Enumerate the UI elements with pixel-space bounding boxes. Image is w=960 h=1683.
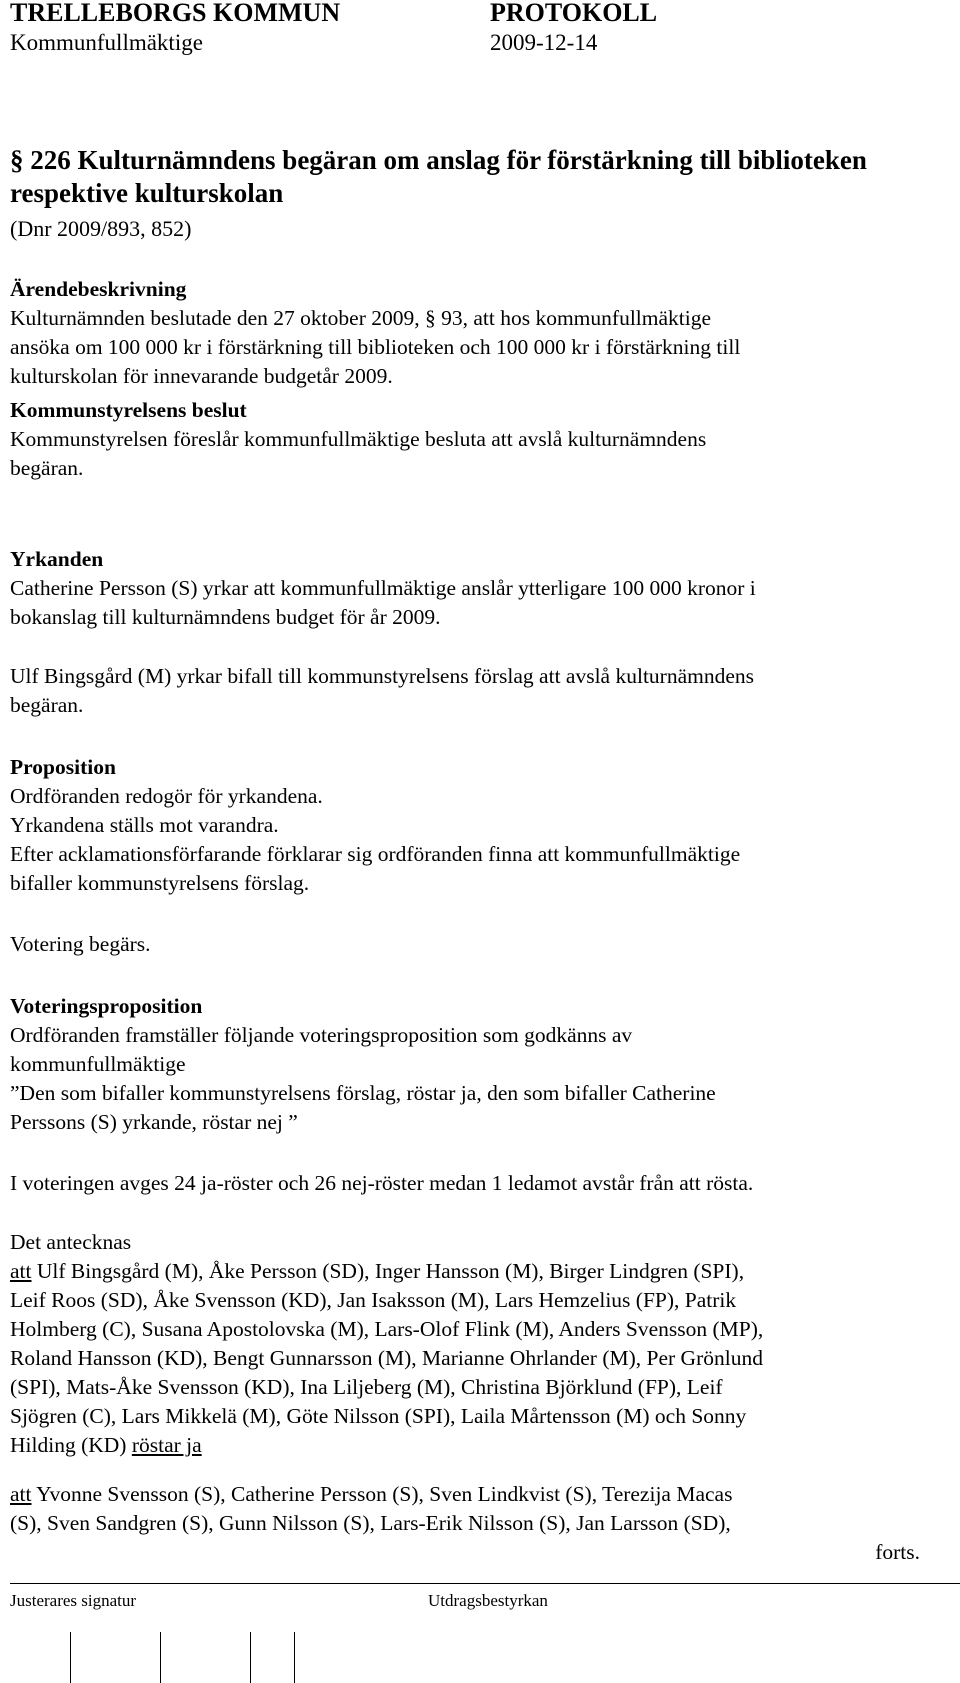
text-line: ansöka om 100 000 kr i förstärkning till biblioteken och 100 000 kr i förstärkning till <box>10 335 741 359</box>
text-line: att Yvonne Svensson (S), Catherine Persson (S), Sven Lindkvist (S), Terezija Macas <box>10 1482 733 1506</box>
section-heading: Kommunstyrelsens beslut <box>10 398 247 422</box>
vote-ja-label: röstar ja <box>131 1433 202 1457</box>
section-heading: Ärendebeskrivning <box>10 277 187 301</box>
text-line: (SPI), Mats-Åke Svensson (KD), Ina Liljeberg (M), Christina Björklund (FP), Leif <box>10 1375 723 1399</box>
votering-requested <box>10 930 920 959</box>
text-line: I voteringen avges 24 ja-röster och 26 nej-röster medan 1 ledamot avstår från att rösta. <box>10 1171 754 1195</box>
text-line: (S), Sven Sandgren (S), Gunn Nilsson (S), Lars-Erik Nilsson (S), Jan Larsson (SD), <box>10 1511 731 1535</box>
text-line: Ordföranden framställer följande voteringsproposition som godkänns av <box>10 1023 633 1047</box>
section-yrkanden <box>10 545 920 632</box>
meeting-date: 2009-12-14 <box>490 30 598 55</box>
text-line: Roland Hansson (KD), Bengt Gunnarsson (M), Marianne Ohrlander (M), Per Grönlund <box>10 1346 763 1370</box>
att-keyword: att <box>10 1259 32 1283</box>
att-keyword: att <box>10 1482 32 1506</box>
section-heading: Yrkanden <box>10 547 104 571</box>
body-name: Kommunfullmäktige <box>10 30 203 55</box>
text-line: Hilding (KD) röstar ja <box>10 1433 202 1457</box>
signature-box-divider <box>160 1632 161 1683</box>
text-line: att Ulf Bingsgård (M), Åke Persson (SD), Inger Hansson (M), Birger Lindgren (SPI), <box>10 1259 745 1283</box>
text-line: Leif Roos (SD), Åke Svensson (KD), Jan Isaksson (M), Lars Hemzelius (FP), Patrik <box>10 1288 737 1312</box>
footer-divider <box>10 1583 960 1584</box>
text-line: kulturskolan för innevarande budgetår 2009. <box>10 364 393 388</box>
text-line: Catherine Persson (S) yrkar att kommunfullmäktige anslår ytterligare 100 000 kronor i <box>10 576 756 600</box>
municipality-name: TRELLEBORGS KOMMUN <box>10 0 341 27</box>
signature-box-divider <box>250 1632 251 1683</box>
item-number: 226 <box>30 145 71 175</box>
text-line: Votering begärs. <box>10 932 151 956</box>
document-type: PROTOKOLL <box>490 0 658 27</box>
utdragsbestyrkan-label: Utdragsbestyrkan <box>428 1591 548 1610</box>
text-line: Sjögren (C), Lars Mikkelä (M), Göte Nilsson (SPI), Laila Mårtensson (M) och Sonny <box>10 1404 747 1428</box>
signature-box-divider <box>70 1632 71 1683</box>
text-line: Yrkandena ställs mot varandra. <box>10 813 279 837</box>
section-proposition <box>10 753 920 898</box>
section-yrkanden-2 <box>10 662 920 720</box>
text-line: Ulf Bingsgård (M) yrkar bifall till kommunstyrelsens förslag att avslå kulturnämndens <box>10 664 754 688</box>
text-line: Holmberg (C), Susana Apostolovska (M), Lars-Olof Flink (M), Anders Svensson (MP), <box>10 1317 764 1341</box>
diary-number: (Dnr 2009/893, 852) <box>10 216 192 241</box>
signature-box-divider <box>294 1632 295 1683</box>
section-arendebeskrivning <box>10 275 920 391</box>
section-heading: Proposition <box>10 755 116 779</box>
item-title <box>10 144 910 210</box>
text-line: Kulturnämnden beslutade den 27 oktober 2009, § 93, att hos kommunfullmäktige <box>10 306 712 330</box>
section-symbol: § <box>10 145 24 175</box>
text-line: ”Den som bifaller kommunstyrelsens förslag, röstar ja, den som bifaller Catherine <box>10 1081 716 1105</box>
section-voteringsproposition <box>10 992 920 1137</box>
continued-label: forts. <box>875 1540 920 1564</box>
text-line: begäran. <box>10 693 84 717</box>
section-heading: Voteringsproposition <box>10 994 203 1018</box>
text-line: Ordföranden redogör för yrkandena. <box>10 784 323 808</box>
vote-result <box>10 1169 920 1198</box>
text-line: Efter acklamationsförfarande förklarar sig ordföranden finna att kommunfullmäktige <box>10 842 741 866</box>
text-line: kommunfullmäktige <box>10 1052 186 1076</box>
text-line: Perssons (S) yrkande, röstar nej ” <box>10 1110 298 1134</box>
justerares-signatur-label: Justerares signatur <box>10 1591 137 1610</box>
text-line: bokanslag till kulturnämndens budget för år 2009. <box>10 605 441 629</box>
section-ks-beslut <box>10 396 920 483</box>
section-anteckning <box>10 1228 920 1460</box>
section-heading: Det antecknas <box>10 1230 132 1254</box>
text-line: bifaller kommunstyrelsens förslag. <box>10 871 310 895</box>
text-line: begäran. <box>10 456 84 480</box>
section-anteckning-nej <box>10 1480 920 1567</box>
item-title-text: Kulturnämndens begäran om anslag för förstärkning till biblioteken respektive kulturskolan <box>10 145 867 208</box>
text-line: Kommunstyrelsen föreslår kommunfullmäktige besluta att avslå kulturnämndens <box>10 427 707 451</box>
